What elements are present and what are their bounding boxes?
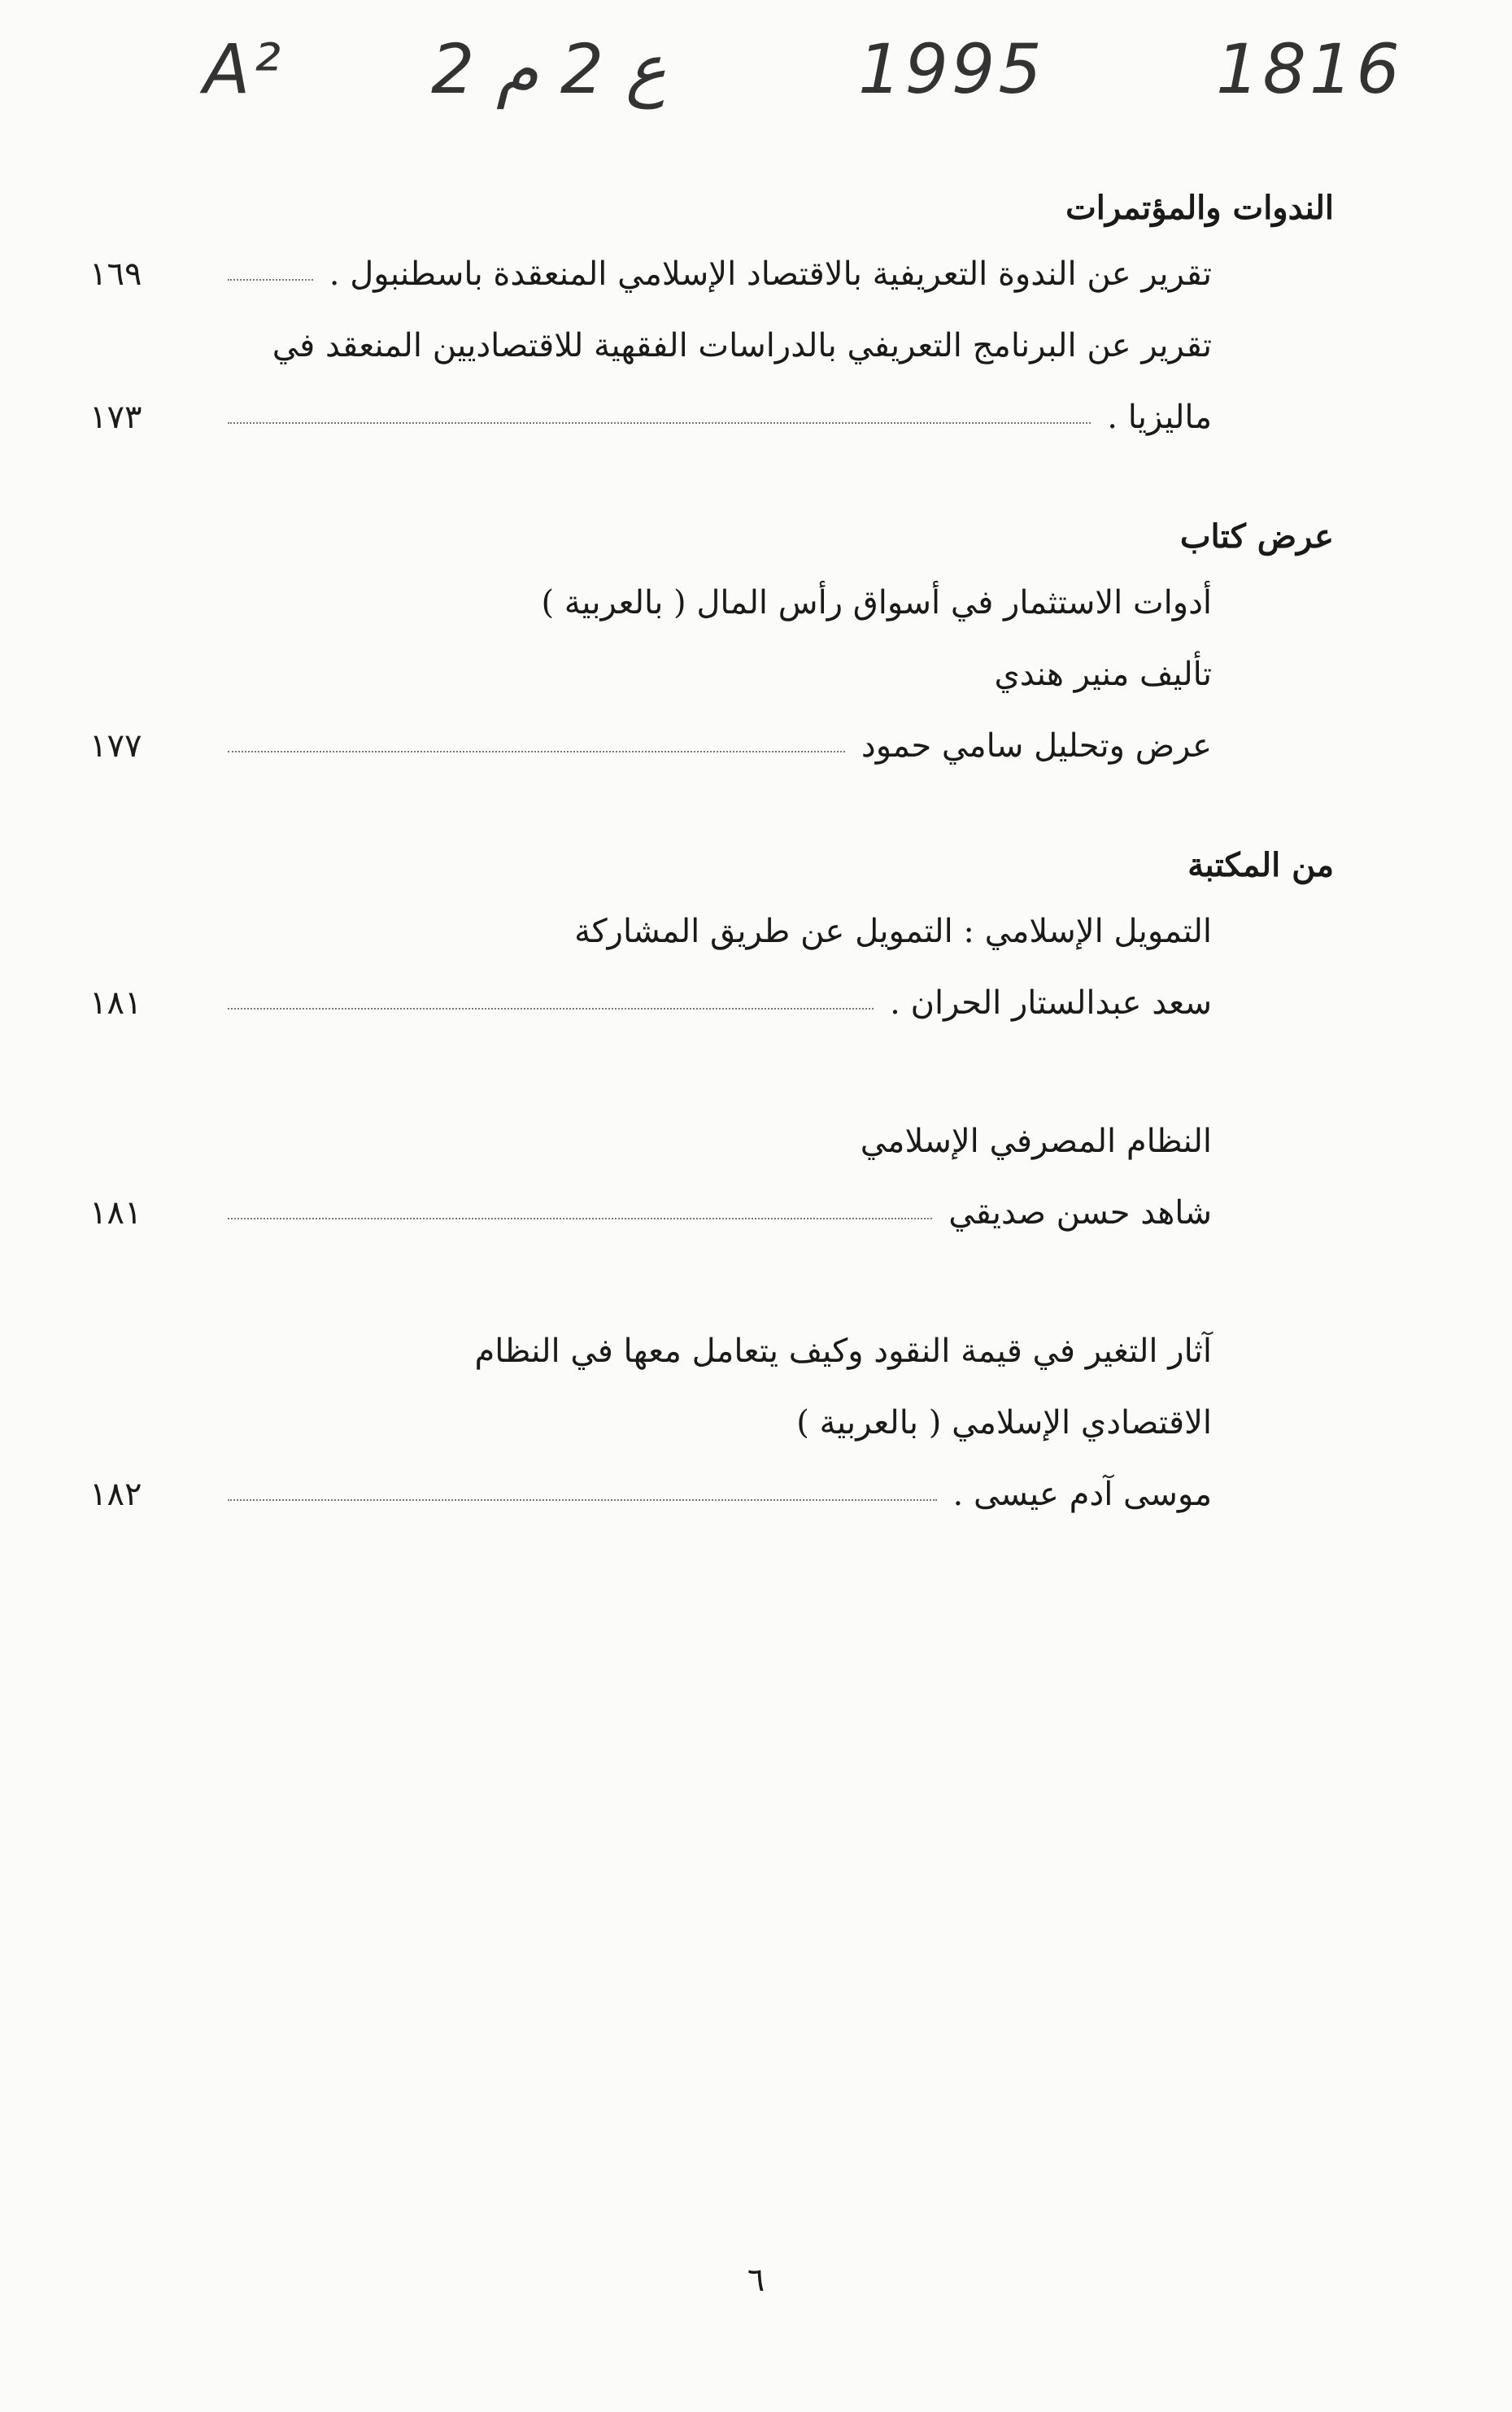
entry-spacer — [89, 1039, 1334, 1106]
toc-line-text: أدوات الاستثمار في أسواق رأس المال ( بالعربية ) — [541, 584, 1212, 622]
entry-spacer — [89, 1249, 1334, 1315]
toc-line-text: النظام المصرفي الإسلامي — [860, 1123, 1212, 1160]
dot-leader — [228, 279, 313, 281]
dot-leader — [228, 751, 845, 752]
toc-line-text: شاهد حسن صديقي — [948, 1194, 1212, 1232]
annotation-number: 1816 — [1216, 29, 1403, 109]
toc-line — [89, 382, 1334, 453]
toc-line-text: تأليف منير هندي — [994, 656, 1212, 693]
section-title: من المكتبة — [1187, 846, 1334, 884]
table-of-contents — [89, 183, 1334, 1589]
toc-line — [89, 1177, 1334, 1249]
toc-line-text: تقرير عن الندوة التعريفية بالاقتصاد الإسلامي المنعقدة باسطنبول . — [329, 255, 1212, 293]
toc-line — [89, 1106, 1334, 1177]
annotation-mark: A² — [203, 29, 285, 109]
annotation-codes: 2 ع 2 م — [431, 29, 667, 109]
toc-line — [89, 1315, 1334, 1387]
toc-page-number: ١٨١ — [89, 1194, 142, 1232]
annotation-year: 1995 — [858, 29, 1045, 109]
toc-line — [89, 896, 1334, 967]
toc-line — [89, 710, 1334, 782]
toc-line — [89, 567, 1334, 639]
toc-line-text: الاقتصادي الإسلامي ( بالعربية ) — [796, 1404, 1212, 1442]
toc-section — [89, 183, 1334, 453]
toc-line — [89, 1459, 1334, 1530]
toc-line — [89, 639, 1334, 710]
page-number: ٦ — [747, 2262, 765, 2299]
toc-page-number: ١٨٢ — [89, 1476, 142, 1513]
dot-leader — [228, 1008, 874, 1010]
dot-leader — [228, 1499, 937, 1501]
toc-page-number: ١٦٩ — [89, 255, 142, 293]
section-title: عرض كتاب — [1179, 517, 1334, 556]
toc-line-text: موسى آدم عيسى . — [952, 1476, 1212, 1513]
toc-line — [89, 238, 1334, 310]
toc-line-text: ماليزيا . — [1107, 399, 1212, 436]
section-title: الندوات والمؤتمرات — [1065, 189, 1334, 227]
toc-section — [89, 512, 1334, 782]
toc-page-number: ١٨١ — [89, 984, 142, 1022]
toc-line — [89, 967, 1334, 1039]
handwritten-annotation — [0, 24, 1512, 122]
toc-line — [89, 310, 1334, 382]
toc-line-text: تقرير عن البرنامج التعريفي بالدراسات الفقهية للاقتصاديين المنعقد في — [272, 327, 1212, 364]
toc-section — [89, 840, 1334, 1530]
dot-leader — [228, 422, 1091, 424]
toc-line — [89, 1387, 1334, 1459]
toc-page-number: ١٧٣ — [89, 399, 142, 436]
toc-line-text: سعد عبدالستار الحران . — [890, 984, 1212, 1022]
toc-line-text: التمويل الإسلامي : التمويل عن طريق المشاركة — [574, 913, 1212, 950]
toc-page-number: ١٧٧ — [89, 727, 142, 765]
toc-line-text: آثار التغير في قيمة النقود وكيف يتعامل معها في النظام — [474, 1332, 1212, 1370]
dot-leader — [228, 1218, 932, 1219]
toc-line-text: عرض وتحليل سامي حمود — [861, 727, 1212, 765]
